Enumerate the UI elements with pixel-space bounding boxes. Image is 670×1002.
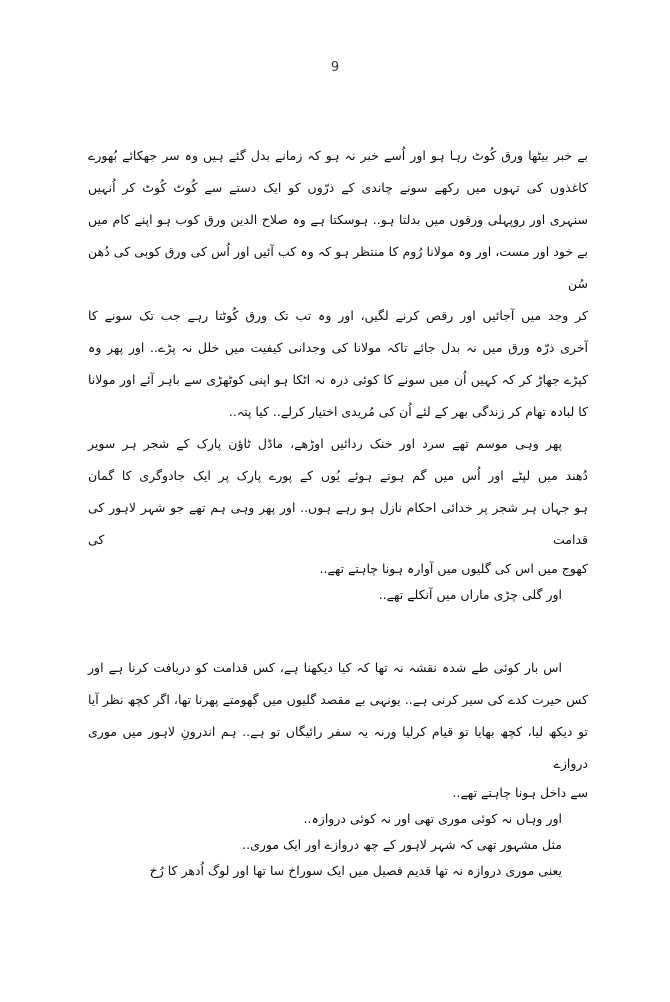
text-line: مثل مشہور تھی کہ شہر لاہور کے چھ دروازے اور ایک موری.. — [242, 837, 562, 852]
paragraph-2 — [88, 428, 588, 608]
text-line: کا لبادہ تھام کر زندگی بھر کے لئے اُن کی مُریدی اختیار کرلے.. کیا پتہ.. — [228, 404, 588, 419]
text-line: کھوج میں اس کی گلیوں میں آوارہ ہونا چاہتے تھے.. — [319, 561, 588, 576]
text-line: اور وہاں نہ کوئی موری تھی اور نہ کوئی دروازہ.. — [303, 811, 562, 826]
text-line: یعنی موری دروازہ نہ تھا قدیم فصیل میں ایک سوراخ سا تھا اور لوگ اُدھر کا رُخ — [149, 863, 562, 878]
page-number: 9 — [330, 60, 340, 75]
text-line: پھر وہی موسم تھے سرد اور خنک ردائیں اوڑھے، ماڈل ٹاؤن پارک کے شجر ہر سویر — [88, 436, 562, 451]
text-line: کاغذوں کی تہوں میں رکھے سونے چاندی کے ذرّوں کو ایک دستے سے کُوٹ کُوٹ کر اُنہیں — [88, 180, 588, 195]
text-line: دُھند میں لپٹے اور اُس میں گم ہوتے ہوئے یُوں کے پورے پارک پر ایک جادوگری کا گمان — [88, 468, 588, 483]
text-line: ہو جہاں ہر شجر پر خدائی احکام نازل ہو رہے ہوں.. اور پھر وہی ہم تھے جو شہر لاہور کی قدامت کی — [88, 500, 588, 547]
paragraph-gap — [88, 608, 588, 652]
text-line: آخری ذرّہ ورق میں نہ بدل جائے تاکہ مولانا کی وجدانی کیفیت میں خلل نہ پڑے.. اور پھر وہ — [88, 340, 588, 355]
text-line: بے خود اور مست، اور وہ مولانا رُوم کا منتظر ہو کہ وہ کب آئیں اور اُس کی ورق کوبی کی دُھن سُن — [88, 244, 588, 291]
text-line: بے خبر بیٹھا ورق کُوٹ رہا ہو اور اُسے خبر نہ ہو کہ زمانے بدل گئے ہیں وہ سر جھکائے بُھورے — [88, 148, 588, 163]
text-line: کر وجد میں آجائیں اور رقص کرنے لگیں، اور وہ تب تک ورق کُوٹتا رہے جب تک سونے کا — [88, 308, 588, 323]
paragraph-3 — [88, 652, 588, 884]
text-line: اور گلی چڑی ماراں میں آنکلے تھے.. — [378, 587, 562, 602]
page-body — [88, 140, 588, 884]
text-line: سنہری اور روپہلی ورقوں میں بدلتا ہو.. ہوسکتا ہے وہ صلاح الدین ورق کوب ہو اپنے کام میں — [88, 212, 588, 227]
text-line: اس بار کوئی طے شدہ نقشہ نہ تھا کہ کیا دیکھنا ہے، کس قدامت کو دریافت کرنا ہے اور — [88, 660, 562, 675]
text-line: کس حیرت کدے کی سیر کرنی ہے.. یونہی بے مقصد گلیوں میں گھومتے پھرنا تھا، اگر کچھ نظر آیا — [88, 692, 588, 707]
text-line: تو دیکھ لیا، کچھ بھایا تو قیام کرلیا ورنہ یہ سفر رائیگاں تو ہے.. ہم اندرونِ لاہور میں موری دروازے — [88, 724, 588, 771]
paragraph-1 — [88, 140, 588, 428]
text-line: سے داخل ہونا چاہتے تھے.. — [452, 785, 588, 800]
text-line: کپڑے جھاڑ کر کہ کہیں اُن میں سونے کا کوئی ذرہ نہ اٹکا ہو اپنی کوٹھڑی سے باہر آئے اور مولانا — [88, 372, 588, 387]
